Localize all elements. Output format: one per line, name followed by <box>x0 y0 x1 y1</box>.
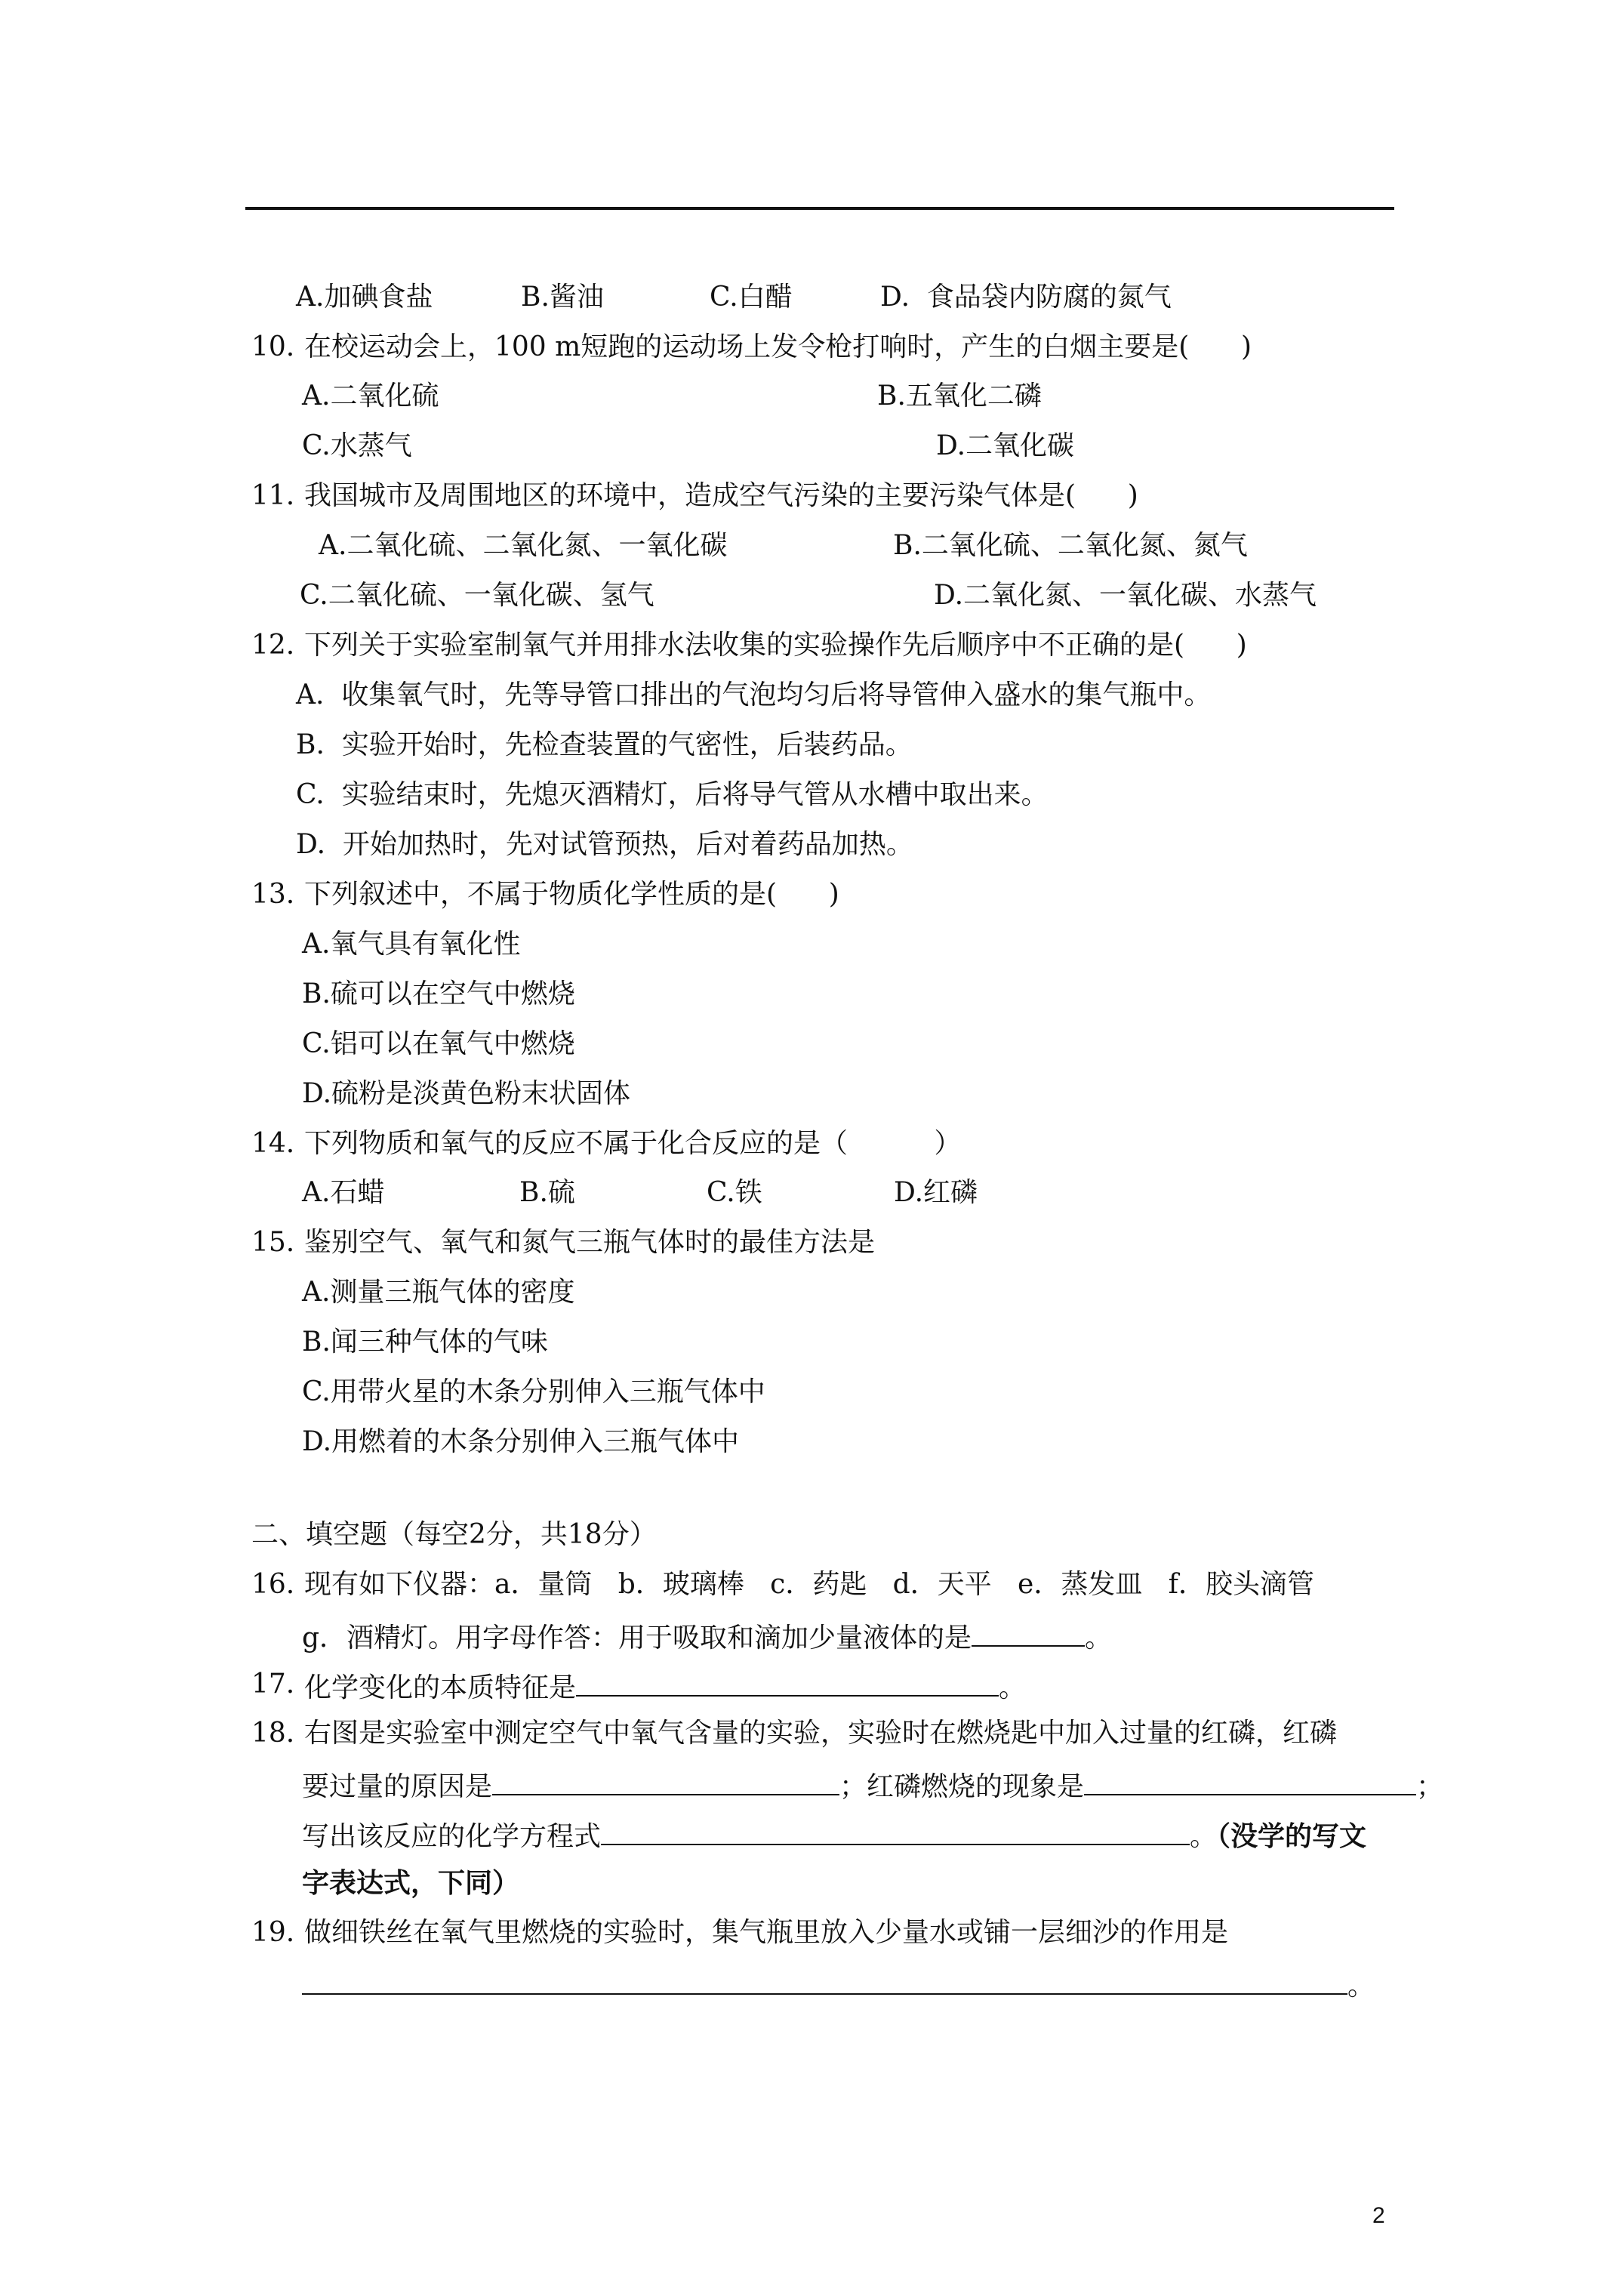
q13-option-c: C.铝可以在氧气中燃烧 <box>302 1028 575 1059</box>
q19-number: 19. <box>251 1917 295 1948</box>
q13-option-b: B.硫可以在空气中燃烧 <box>302 978 575 1009</box>
q11-stem: 我国城市及周围地区的环境中，造成空气污染的主要污染气体是( ) <box>304 480 1138 511</box>
q15-option-c: C.用带火星的木条分别伸入三瓶气体中 <box>302 1376 765 1407</box>
q18-line2 <box>302 1767 1443 1804</box>
q19-answer-blank[interactable] <box>302 1966 1347 1995</box>
q13-stem: 下列叙述中，不属于物质化学性质的是( ) <box>304 879 839 910</box>
q18-end: 。 <box>1190 1821 1218 1852</box>
q9-option-d: D. 食品袋内防腐的氮气 <box>880 282 1172 313</box>
q18-line3 <box>302 1817 1366 1854</box>
q18-phenomenon-prompt: ；红磷燃烧的现象是 <box>839 1771 1085 1802</box>
q16-prompt: g．酒精灯。用字母作答：用于吸取和滴加少量液体的是 <box>302 1623 972 1653</box>
q15-option-a: A.测量三瓶气体的密度 <box>302 1277 575 1308</box>
q12-option-a: A. 收集氧气时，先等导管口排出的气泡均匀后将导管伸入盛水的集气瓶中。 <box>296 680 1212 710</box>
q14-option-b: B.硫 <box>519 1177 575 1208</box>
q14-option-a: A.石蜡 <box>302 1177 385 1208</box>
q16-line2 <box>302 1618 1112 1655</box>
q11-option-a: A.二氧化硫、二氧化氮、一氧化碳 <box>319 530 728 561</box>
header-rule <box>245 207 1394 210</box>
q10-option-d: D.二氧化碳 <box>936 430 1075 461</box>
q12-stem: 下列关于实验室制氧气并用排水法收集的实验操作先后顺序中不正确的是( ) <box>304 630 1247 661</box>
q17-number: 17. <box>251 1669 295 1700</box>
q17-prompt: 化学变化的本质特征是 <box>304 1672 577 1703</box>
q10-option-b: B.五氧化二磷 <box>877 381 1042 411</box>
q16-line1: 现有如下仪器：a．量筒 b．玻璃棒 c．药匙 d．天平 e．蒸发皿 f．胶头滴管 <box>304 1569 1314 1600</box>
q11-option-b: B.二氧化硫、二氧化氮、氮气 <box>893 530 1248 561</box>
q14-option-d: D.红磷 <box>894 1177 978 1208</box>
page-number: 2 <box>1372 2203 1385 2228</box>
q17-line <box>304 1668 1026 1705</box>
q13-option-d: D.硫粉是淡黄色粉末状固体 <box>302 1078 631 1109</box>
q14-option-c: C.铁 <box>707 1177 762 1208</box>
q18-note-part2: 字表达式，下同） <box>302 1867 520 1899</box>
q10-option-c: C.水蒸气 <box>302 430 412 461</box>
q18-equation-blank[interactable] <box>601 1817 1190 1845</box>
q18-note-part1: （没学的写文 <box>1217 1820 1367 1852</box>
q11-option-c: C.二氧化硫、一氧化碳、氢气 <box>300 580 654 611</box>
section-heading: 二、填空题（每空2分，共18分） <box>251 1519 657 1550</box>
q18-reason-prompt: 要过量的原因是 <box>302 1771 493 1802</box>
q15-option-d: D.用燃着的木条分别伸入三瓶气体中 <box>302 1426 740 1457</box>
q10-option-a: A.二氧化硫 <box>302 381 439 411</box>
q12-option-d: D. 开始加热时，先对试管预热，后对着药品加热。 <box>296 829 913 860</box>
q17-answer-blank[interactable] <box>576 1668 999 1697</box>
q9-option-b: B.酱油 <box>521 282 604 313</box>
q14-number: 14. <box>251 1128 295 1159</box>
q10-number: 10. <box>251 331 295 362</box>
q10-stem: 在校运动会上，100 m短跑的运动场上发令枪打响时，产生的白烟主要是( ) <box>304 331 1252 362</box>
q16-number: 16. <box>251 1569 295 1600</box>
q12-option-b: B. 实验开始时，先检查装置的气密性，后装药品。 <box>296 729 913 760</box>
q14-stem: 下列物质和氧气的反应不属于化合反应的是（ ） <box>304 1128 962 1159</box>
q19-line2 <box>302 1966 1375 2003</box>
q13-number: 13. <box>251 879 295 910</box>
q18-reason-blank[interactable] <box>492 1767 839 1795</box>
q17-end: 。 <box>999 1672 1027 1703</box>
q18-semicolon: ； <box>1416 1771 1444 1802</box>
q18-equation-prompt: 写出该反应的化学方程式 <box>302 1821 602 1852</box>
q15-number: 15. <box>251 1227 295 1258</box>
q18-phenomenon-blank[interactable] <box>1084 1767 1416 1795</box>
q9-option-a: A.加碘食盐 <box>296 282 433 313</box>
q12-number: 12. <box>251 630 295 661</box>
q12-option-c: C. 实验结束时，先熄灭酒精灯，后将导气管从水槽中取出来。 <box>296 779 1049 810</box>
q16-end: 。 <box>1085 1623 1113 1653</box>
q11-option-d: D.二氧化氮、一氧化碳、水蒸气 <box>934 580 1317 611</box>
q19-end: 。 <box>1347 1971 1375 2002</box>
q16-answer-blank[interactable] <box>972 1618 1085 1647</box>
q15-stem: 鉴别空气、氧气和氮气三瓶气体时的最佳方法是 <box>304 1227 876 1258</box>
q18-number: 18. <box>251 1718 295 1749</box>
q15-option-b: B.闻三种气体的气味 <box>302 1327 548 1358</box>
q19-stem: 做细铁丝在氧气里燃烧的实验时，集气瓶里放入少量水或铺一层细沙的作用是 <box>304 1917 1229 1948</box>
q13-option-a: A.氧气具有氧化性 <box>302 929 521 960</box>
q18-line1: 右图是实验室中测定空气中氧气含量的实验，实验时在燃烧匙中加入过量的红磷，红磷 <box>304 1718 1338 1749</box>
q11-number: 11. <box>251 480 295 511</box>
q9-option-c: C.白醋 <box>710 282 793 313</box>
